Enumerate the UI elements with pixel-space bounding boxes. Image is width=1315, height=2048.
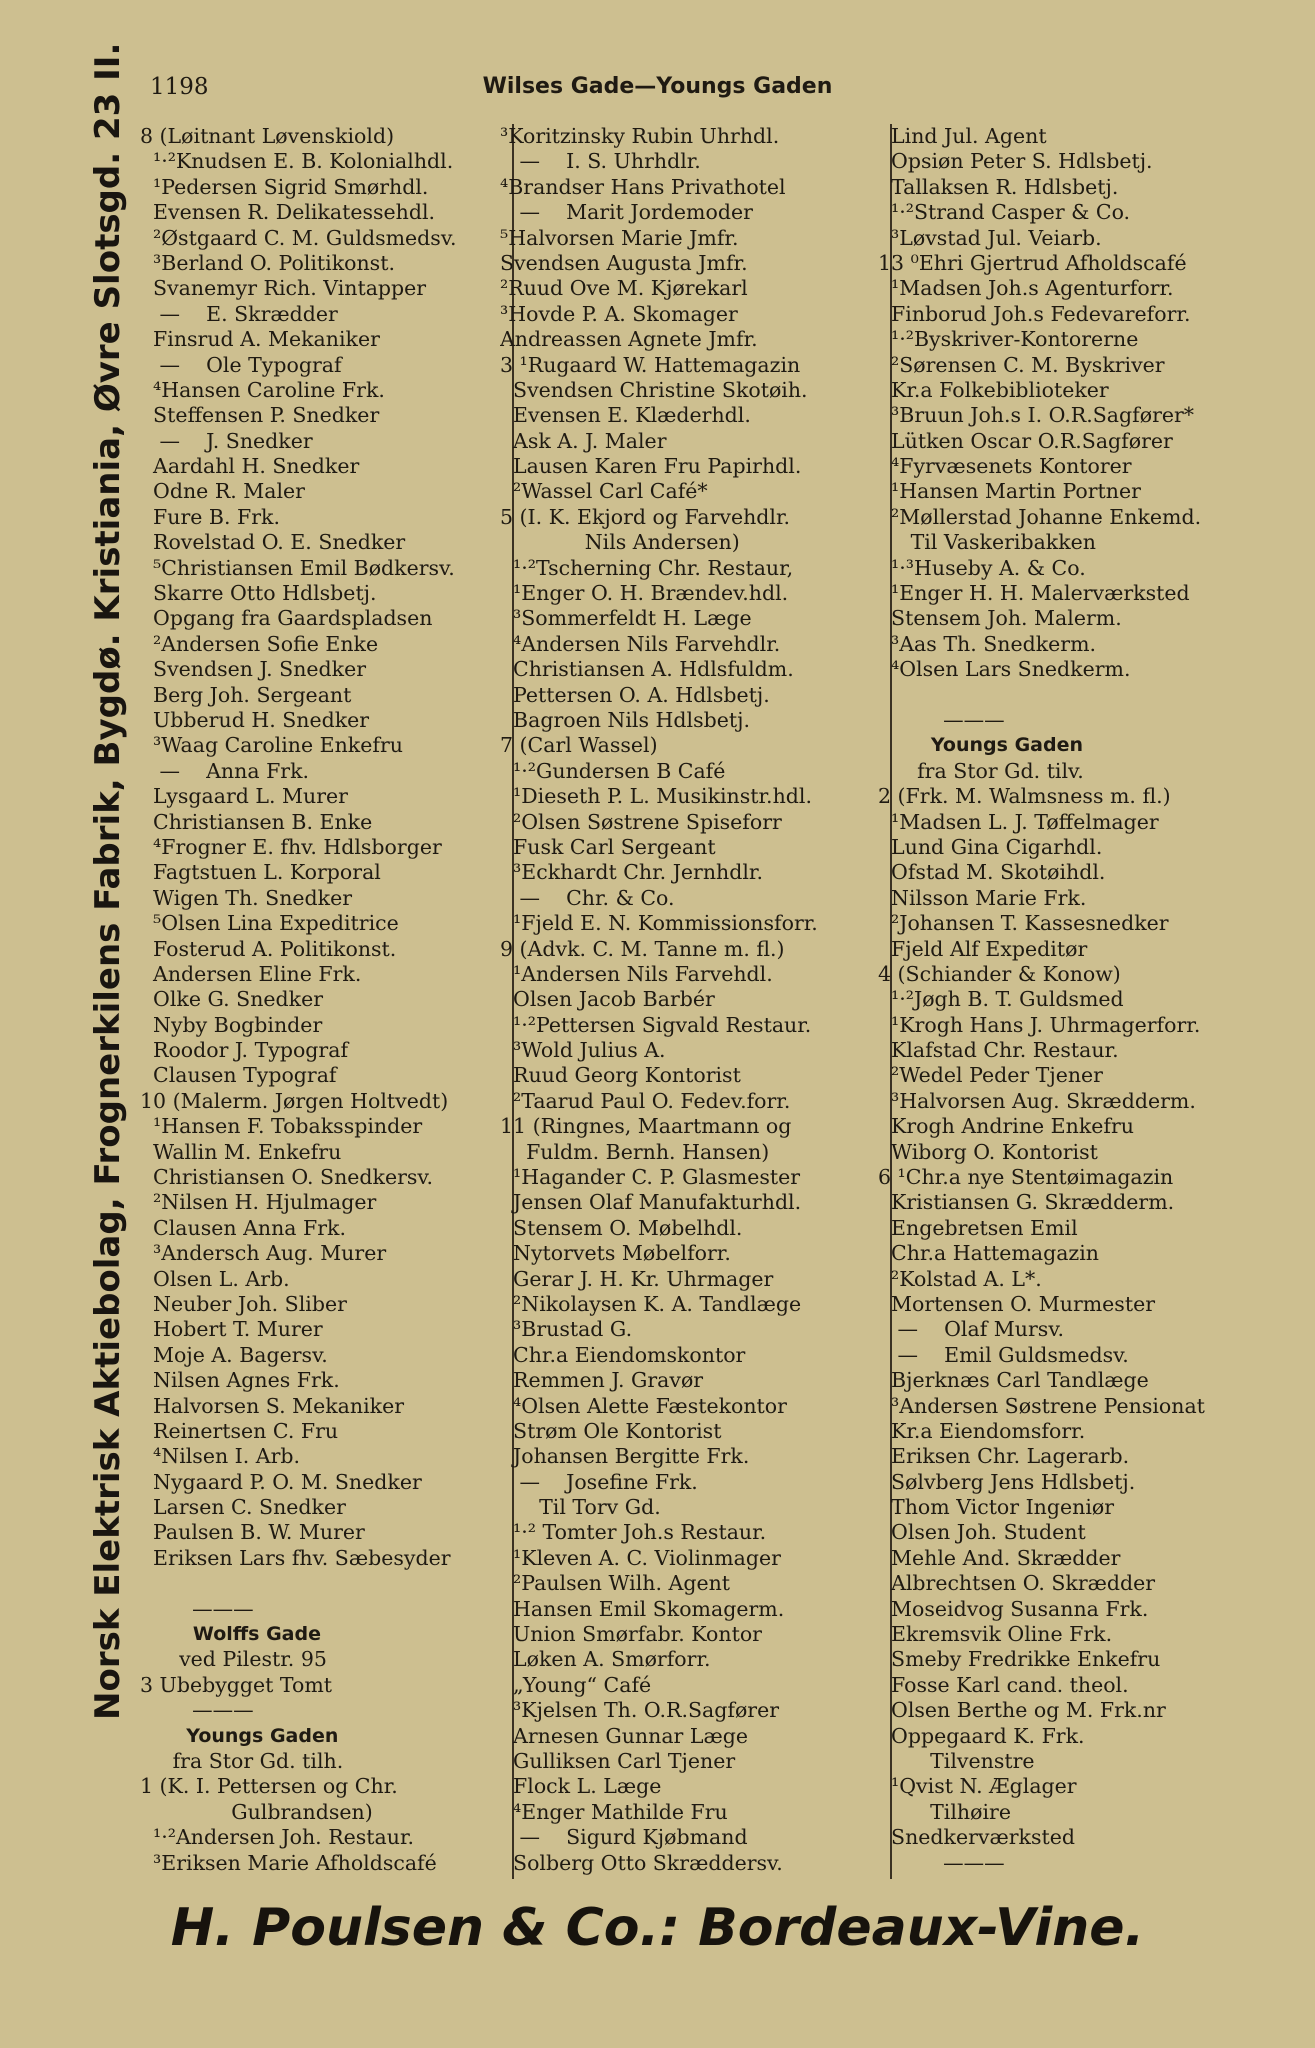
directory-entry: ³Wold Julius A.: [500, 1038, 666, 1063]
directory-entry: ¹·²Knudsen E. B. Kolonialhdl.: [140, 149, 454, 174]
directory-entry: Løken A. Smørforr.: [500, 1647, 711, 1672]
directory-entry: Fuldm. Bernh. Hansen): [500, 1139, 770, 1164]
directory-entry: Klafstad Chr. Restaur.: [878, 1038, 1119, 1063]
directory-entry: Smeby Fredrikke Enkefru: [878, 1647, 1161, 1672]
directory-entry: Engebretsen Emil: [878, 1215, 1078, 1240]
directory-entry: ⁴Olsen Lars Snedkerm.: [878, 657, 1131, 682]
directory-entry: 13 ⁰Ehri Gjertrud Afholdscafé: [878, 250, 1187, 275]
directory-entry: Olsen Jacob Barbér: [500, 987, 715, 1012]
directory-entry: Gulbrandsen): [140, 1799, 373, 1824]
directory-entry: ¹·²Andersen Joh. Restaur.: [140, 1825, 415, 1850]
directory-entry: ¹·²Byskriver-Kontorerne: [878, 327, 1139, 352]
directory-entry: Stensem Joh. Malerm.: [878, 606, 1122, 631]
directory-entry: Paulsen B. W. Murer: [140, 1520, 365, 1545]
directory-entry: Wallin M. Enkefru: [140, 1139, 342, 1164]
directory-entry: Aardahl H. Snedker: [140, 454, 360, 479]
directory-entry: Skarre Otto Hdlsbetj.: [140, 581, 377, 606]
directory-entry: ¹Dieseth P. L. Musikinstr.hdl.: [500, 784, 812, 809]
directory-entry: ¹·³Huseby A. & Co.: [878, 555, 1086, 580]
directory-entry: 4 (Schiander & Konow): [878, 961, 1121, 986]
directory-entry: 7 (Carl Wassel): [500, 733, 658, 758]
directory-entry: ³Aas Th. Snedkerm.: [878, 631, 1097, 656]
directory-entry: Christiansen A. Hdlsfuldm.: [500, 657, 794, 682]
directory-entry: „Young“ Café: [500, 1672, 652, 1697]
directory-entry: Lund Gina Cigarhdl.: [878, 834, 1103, 859]
directory-entry: Til Torv Gd.: [500, 1495, 661, 1520]
directory-entry: Flock L. Læge: [500, 1774, 662, 1799]
directory-entry: Krogh Andrine Enkefru: [878, 1114, 1134, 1139]
directory-entry: — J. Snedker: [140, 428, 313, 453]
directory-entry: Wiborg O. Kontorist: [878, 1139, 1098, 1164]
directory-entry: Lind Jul. Agent: [878, 124, 1047, 148]
directory-entry: Arnesen Gunnar Læge: [500, 1723, 749, 1748]
directory-entry: Nygaard P. O. M. Snedker: [140, 1469, 422, 1494]
directory-entry: Clausen Anna Frk.: [140, 1215, 346, 1240]
directory-entry: Svendsen J. Snedker: [140, 657, 367, 682]
directory-entry: Tallaksen R. Hdlsbetj.: [878, 174, 1119, 199]
directory-entry: ¹·²Pettersen Sigvald Restaur.: [500, 1012, 812, 1037]
directory-entry: Bjerknæs Carl Tandlæge: [878, 1368, 1149, 1393]
directory-entry: Neuber Joh. Sliber: [140, 1291, 347, 1316]
directory-entry: Clausen Typograf: [140, 1063, 337, 1088]
directory-entry: Chr.a Hattemagazin: [878, 1241, 1099, 1266]
directory-entry: Svendsen Augusta Jmfr.: [500, 250, 748, 275]
directory-entry: Wolffs Gade: [140, 1623, 321, 1646]
directory-entry: ¹Krogh Hans J. Uhrmagerforr.: [878, 1012, 1201, 1037]
directory-entry: ²Nikolaysen K. A. Tandlæge: [500, 1291, 802, 1316]
directory-entry: Thom Victor Ingeniør: [878, 1495, 1115, 1520]
directory-entry: ⁵Olsen Lina Expeditrice: [140, 911, 399, 936]
directory-entry: ²Wassel Carl Café*: [500, 479, 708, 504]
directory-entry: Solberg Otto Skræddersv.: [500, 1850, 783, 1875]
directory-entry: Opsiøn Peter S. Hdlsbetj.: [878, 149, 1153, 174]
directory-entry: Sølvberg Jens Hdlsbetj.: [878, 1469, 1136, 1494]
directory-entry: ³Brustad G.: [500, 1317, 633, 1342]
directory-entry: Ekremsvik Oline Frk.: [878, 1622, 1113, 1647]
directory-entry: Odne R. Maler: [140, 479, 305, 504]
directory-entry: Gulliksen Carl Tjener: [500, 1749, 736, 1773]
directory-entry: Olsen Joh. Student: [878, 1520, 1086, 1545]
directory-entry: Olke G. Snedker: [140, 987, 323, 1012]
directory-entry: 2 (Frk. M. Walmsness m. fl.): [878, 784, 1171, 809]
directory-entry: 5 (I. K. Ekjord og Farvehdlr.: [500, 504, 791, 529]
directory-entry: Nytorvets Møbelforr.: [500, 1241, 731, 1266]
directory-entry: Bagroen Nils Hdlsbetj.: [500, 707, 750, 732]
directory-entry: Fosse Karl cand. theol.: [878, 1672, 1129, 1697]
directory-entry: 9 (Advk. C. M. Tanne m. fl.): [500, 936, 785, 961]
directory-entry: Chr.a Eiendomskontor: [500, 1342, 746, 1367]
directory-entry: ⁴Enger Mathilde Fru: [500, 1799, 728, 1824]
directory-entry: ²Wedel Peder Tjener: [878, 1063, 1103, 1088]
directory-entry: ¹Hansen Martin Portner: [878, 479, 1141, 504]
directory-entry: ⁴Olsen Alette Fæstekontor: [500, 1393, 787, 1418]
directory-entry: Steffensen P. Snedker: [140, 403, 380, 428]
directory-entry: Jensen Olaf Manufakturhdl.: [500, 1190, 802, 1215]
directory-entry: ¹Enger H. H. Malerværksted: [878, 581, 1190, 606]
directory-entry: Ruud Georg Kontorist: [500, 1063, 741, 1088]
side-advertisement: Norsk Elektrisk Aktiebolag, Frognerkilens Fabrik, Bygdø. Kristiania, Øvre Slotsgd. 23 II.: [88, 42, 128, 1720]
directory-entry: Stensem O. Møbelhdl.: [500, 1215, 743, 1240]
directory-entry: Mehle And. Skrædder: [878, 1545, 1121, 1570]
directory-entry: ²Nilsen H. Hjulmager: [140, 1190, 377, 1215]
directory-entry: ³Kjelsen Th. O.R.Sagfører: [500, 1698, 780, 1723]
directory-entry: Hansen Emil Skomagerm.: [500, 1596, 785, 1621]
directory-entry: Svendsen Christine Skotøih.: [500, 377, 808, 402]
directory-entry: Fure B. Frk.: [140, 504, 280, 529]
directory-entry: ⁴Andersen Nils Farvehdlr.: [500, 631, 781, 656]
directory-entry: 10 (Malerm. Jørgen Holtvedt): [140, 1088, 449, 1113]
directory-entry: ¹Enger O. H. Brændev.hdl.: [500, 581, 789, 606]
directory-entry: ⁴Frogner E. fhv. Hdlsborger: [140, 834, 442, 859]
directory-entry: — Sigurd Kjøbmand: [500, 1825, 748, 1850]
directory-entry: ⁴Brandser Hans Privathotel: [500, 174, 786, 199]
directory-entry: 3 Ubebygget Tomt: [140, 1672, 333, 1697]
directory-entry: [140, 1571, 515, 1596]
directory-entry: ³Sommerfeldt H. Læge: [500, 606, 752, 631]
directory-entry: Finsrud A. Mekaniker: [140, 327, 380, 352]
directory-entry: Evensen R. Delikatessehdl.: [140, 200, 436, 225]
directory-entry: fra Stor Gd. tilh.: [140, 1749, 344, 1773]
directory-entry: Gerar J. H. Kr. Uhrmager: [500, 1266, 774, 1291]
directory-entry: — Josefine Frk.: [500, 1469, 698, 1494]
directory-entry: [878, 683, 1278, 708]
directory-entry: Kr.a Eiendomsforr.: [878, 1418, 1086, 1443]
directory-entry: Finborud Joh.s Fedevareforr.: [878, 301, 1191, 326]
directory-entry: ³Waag Caroline Enkefru: [140, 733, 403, 758]
directory-entry: ³Koritzinsky Rubin Uhrhdl.: [500, 124, 780, 148]
directory-entry: ¹Pedersen Sigrid Smørhdl.: [140, 174, 429, 199]
directory-entry: Wigen Th. Snedker: [140, 885, 353, 910]
page-number: 1198: [150, 74, 209, 100]
directory-entry: — Marit Jordemoder: [500, 200, 753, 225]
directory-entry: Kr.a Folkebiblioteker: [878, 377, 1109, 402]
directory-entry: Tilhøire: [878, 1799, 1011, 1824]
directory-entry: Union Smørfabr. Kontor: [500, 1622, 762, 1647]
directory-entry: Til Vaskeribakken: [878, 530, 1096, 555]
directory-entry: Nilsen Agnes Frk.: [140, 1368, 340, 1393]
running-head: Wilses Gade—Youngs Gaden: [482, 74, 833, 99]
directory-entry: ¹·²Gundersen B Café: [500, 758, 726, 783]
directory-entry: Lausen Karen Fru Papirhdl.: [500, 454, 802, 479]
directory-entry: ¹Qvist N. Æglager: [878, 1774, 1077, 1799]
directory-entry: Snedkerværksted: [878, 1825, 1075, 1850]
directory-entry: ———: [140, 1698, 254, 1723]
directory-entry: Johansen Bergitte Frk.: [500, 1444, 750, 1469]
directory-entry: Mortensen O. Murmester: [878, 1291, 1156, 1316]
directory-entry: ²Østgaard C. M. Guldsmedsv.: [140, 225, 457, 250]
directory-entry: ———: [878, 1850, 1005, 1875]
directory-entry: ³Eriksen Marie Afholdscafé: [140, 1850, 437, 1875]
directory-entry: Strøm Ole Kontorist: [500, 1418, 722, 1443]
directory-entry: Olsen L. Arb.: [140, 1266, 290, 1291]
directory-entry: ⁵Christiansen Emil Bødkersv.: [140, 555, 455, 580]
directory-entry: ³Berland O. Politikonst.: [140, 250, 395, 275]
directory-entry: ²Johansen T. Kassesnedker: [878, 911, 1169, 936]
directory-entry: Youngs Gaden: [878, 734, 1083, 757]
directory-entry: Ubberud H. Snedker: [140, 707, 370, 732]
directory-entry: ²Møllerstad Johanne Enkemd.: [878, 504, 1202, 529]
directory-entry: ¹·²Strand Casper & Co.: [878, 200, 1131, 225]
directory-entry: ⁵Halvorsen Marie Jmfr.: [500, 225, 739, 250]
directory-entry: ⁴Fyrvæsenets Kontorer: [878, 454, 1132, 479]
directory-entry: Nilsson Marie Frk.: [878, 885, 1087, 910]
page-header: [0, 74, 1315, 114]
directory-entry: Eriksen Chr. Lagerarb.: [878, 1444, 1130, 1469]
directory-entry: Nils Andersen): [500, 530, 740, 555]
directory-entry: 8 (Løitnant Løvenskiold): [140, 124, 395, 148]
directory-entry: ³Bruun Joh.s I. O.R.Sagfører*: [878, 403, 1195, 428]
directory-entry: ¹Hagander C. P. Glasmester: [500, 1165, 801, 1190]
directory-entry: — E. Skrædder: [140, 301, 338, 326]
directory-entry: ¹Fjeld E. N. Kommissionsforr.: [500, 911, 818, 936]
directory-entry: ¹Madsen Joh.s Agenturforr.: [878, 276, 1174, 301]
directory-entry: Oppegaard K. Frk.: [878, 1723, 1085, 1748]
directory-entry: Svanemyr Rich. Vintapper: [140, 276, 427, 301]
directory-entry: ¹·²Tscherning Chr. Restaur,: [500, 555, 794, 580]
directory-entry: Lütken Oscar O.R.Sagfører: [878, 428, 1173, 453]
directory-entry: ³Halvorsen Aug. Skrædderm.: [878, 1088, 1196, 1113]
directory-entry: — Ole Typograf: [140, 352, 342, 377]
directory-entry: Fjeld Alf Expeditør: [878, 936, 1088, 961]
directory-entry: Fagtstuen L. Korporal: [140, 860, 381, 885]
directory-entry: Reinertsen C. Fru: [140, 1418, 339, 1443]
directory-entry: ¹Hansen F. Tobaksspinder: [140, 1114, 423, 1139]
directory-entry: Berg Joh. Sergeant: [140, 682, 352, 707]
directory-entry: ¹·² Tomter Joh.s Restaur.: [500, 1520, 767, 1545]
directory-entry: Christiansen B. Enke: [140, 809, 373, 834]
directory-entry: Ask A. J. Maler: [500, 428, 667, 453]
directory-entry: ²Paulsen Wilh. Agent: [500, 1571, 731, 1596]
directory-entry: ³Eckhardt Chr. Jernhdlr.: [500, 860, 763, 885]
directory-entry: ²Kolstad A. L*.: [878, 1266, 1042, 1291]
directory-entry: Fusk Carl Sergeant: [500, 834, 716, 859]
directory-entry: Roodor J. Typograf: [140, 1038, 349, 1063]
directory-entry: Andreassen Agnete Jmfr.: [500, 327, 758, 352]
directory-entry: ²Ruud Ove M. Kjørekarl: [500, 276, 748, 301]
directory-entry: Rovelstad O. E. Snedker: [140, 530, 406, 555]
directory-entry: Pettersen O. A. Hdlsbetj.: [500, 682, 770, 707]
directory-entry: ²Olsen Søstrene Spiseforr: [500, 809, 782, 834]
directory-entry: Hobert T. Murer: [140, 1317, 323, 1342]
directory-entry: ³Andersen Søstrene Pensionat: [878, 1393, 1205, 1418]
footer-advertisement: H. Poulsen & Co.: Bordeaux-Vine.: [170, 1898, 1145, 1958]
column-1: [140, 124, 515, 1876]
directory-entry: ¹Kleven A. C. Violinmager: [500, 1545, 781, 1570]
directory-entry: Albrechtsen O. Skrædder: [878, 1571, 1156, 1596]
directory-entry: Lysgaard L. Murer: [140, 784, 348, 809]
directory-entry: ²Taarud Paul O. Fedev.forr.: [500, 1088, 791, 1113]
directory-entry: fra Stor Gd. tilv.: [878, 758, 1084, 783]
directory-entry: ²Andersen Sofie Enke: [140, 631, 379, 656]
directory-entry: Nyby Bogbinder: [140, 1012, 323, 1037]
directory-entry: Larsen C. Snedker: [140, 1495, 346, 1520]
directory-entry: ³Hovde P. A. Skomager: [500, 301, 738, 326]
directory-entry: Christiansen O. Snedkersv.: [140, 1165, 434, 1190]
directory-entry: Olsen Berthe og M. Frk.nr: [878, 1698, 1166, 1723]
directory-entry: Andersen Eline Frk.: [140, 961, 362, 986]
directory-entry: Youngs Gaden: [140, 1724, 339, 1747]
directory-entry: Moje A. Bagersv.: [140, 1342, 328, 1367]
directory-entry: — I. S. Uhrhdlr.: [500, 149, 701, 174]
directory-entry: 11 (Ringnes, Maartmann og: [500, 1114, 792, 1139]
directory-entry: Remmen J. Gravør: [500, 1368, 704, 1393]
directory-entry: 1 (K. I. Pettersen og Chr.: [140, 1774, 398, 1799]
directory-entry: Tilvenstre: [878, 1749, 1035, 1773]
column-3: [878, 124, 1278, 1876]
directory-entry: — Anna Frk.: [140, 758, 310, 783]
directory-entry: ———: [140, 1596, 254, 1621]
directory-entry: Fosterud A. Politikonst.: [140, 936, 397, 961]
directory-entry: — Emil Guldsmedsv.: [878, 1342, 1129, 1367]
column-2: [500, 124, 890, 1876]
directory-entry: ⁴Nilsen I. Arb.: [140, 1444, 301, 1469]
directory-entry: ²Sørensen C. M. Byskriver: [878, 352, 1165, 377]
directory-entry: ¹Andersen Nils Farvehdl.: [500, 961, 773, 986]
directory-entry: Ofstad M. Skotøihdl.: [878, 860, 1106, 885]
directory-entry: ved Pilestr. 95: [140, 1647, 327, 1672]
directory-entry: 6 ¹Chr.a nye Stentøimagazin: [878, 1165, 1174, 1190]
directory-entry: — Olaf Mursv.: [878, 1317, 1064, 1342]
directory-entry: Evensen E. Klæderhdl.: [500, 403, 751, 428]
directory-entry: — Chr. & Co.: [500, 885, 675, 910]
directory-entry: Moseidvog Susanna Frk.: [878, 1596, 1149, 1621]
directory-entry: ⁴Hansen Caroline Frk.: [140, 377, 385, 402]
directory-entry: Opgang fra Gaardspladsen: [140, 606, 433, 631]
directory-entry: ¹Madsen L. J. Tøffelmager: [878, 809, 1159, 834]
directory-entry: Kristiansen G. Skrædderm.: [878, 1190, 1175, 1215]
directory-entry: ³Andersch Aug. Murer: [140, 1241, 387, 1266]
directory-entry: 3 ¹Rugaard W. Hattemagazin: [500, 352, 801, 377]
directory-entry: Halvorsen S. Mekaniker: [140, 1393, 405, 1418]
directory-entry: ¹·²Jøgh B. T. Guldsmed: [878, 987, 1124, 1012]
directory-entry: Eriksen Lars fhv. Sæbesyder: [140, 1545, 451, 1570]
directory-entry: ———: [878, 707, 1005, 732]
directory-entry: ³Løvstad Jul. Veiarb.: [878, 225, 1102, 250]
